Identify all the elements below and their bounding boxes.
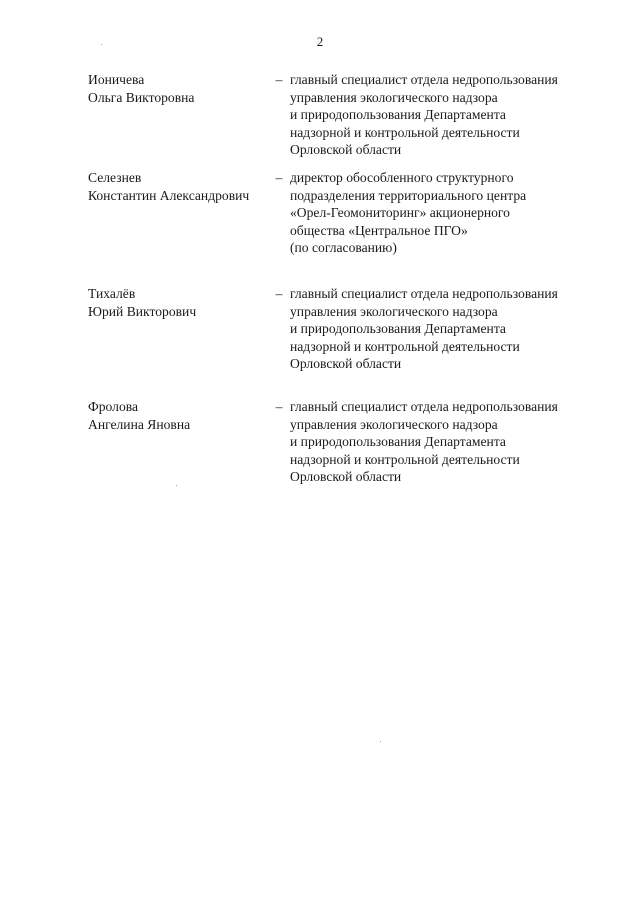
member-given-name: Ангелина Яновна [88,416,191,432]
position-line: надзорной и контрольной деятельности [290,338,520,354]
position-line: управления экологического надзора [290,89,498,105]
member-surname: Ионичева [88,72,145,87]
position-line: управления экологического надзора [290,303,498,319]
position-line: главный специалист отдела недропользования [290,286,558,301]
member-position [290,398,610,486]
position-line: Орловской области [290,356,402,372]
position-line: подразделения территориального центра [290,187,527,203]
member-surname: Фролова [88,399,139,414]
position-line: и природопользования Департамента [290,107,506,123]
position-line: директор обособленного структурного [290,170,514,185]
member-name [88,71,273,106]
position-line: Орловской области [290,142,402,158]
member-surname: Селезнев [88,170,142,185]
separator-dash: – [275,72,283,87]
member-position [290,285,610,373]
position-line: (по согласованию) [290,240,397,256]
position-line: «Орел-Геомониторинг» акционерного [290,205,510,221]
scan-speck [380,741,381,742]
member-given-name: Юрий Викторович [88,303,197,319]
member-given-name: Ольга Викторовна [88,89,195,105]
position-line: надзорной и контрольной деятельности [290,451,520,467]
member-surname: Тихалёв [88,286,136,301]
scan-speck [101,44,102,45]
position-line: главный специалист отдела недропользования [290,72,558,87]
position-line: и природопользования Департамента [290,434,506,450]
position-line: Орловской области [290,469,402,485]
scan-speck [176,485,177,486]
position-line: надзорной и контрольной деятельности [290,124,520,140]
separator-dash: – [275,170,283,185]
position-line: общества «Центральное ПГО» [290,222,468,238]
separator-dash: – [275,399,283,414]
position-line: управления экологического надзора [290,416,498,432]
position-line: главный специалист отдела недропользования [290,399,558,414]
member-position [290,71,610,159]
page-number: 2 [316,34,324,49]
member-name [88,398,273,433]
member-name [88,169,273,204]
member-given-name: Константин Александрович [88,187,250,203]
member-name [88,285,273,320]
member-position [290,169,610,257]
position-line: и природопользования Департамента [290,321,506,337]
separator-dash: – [275,286,283,301]
